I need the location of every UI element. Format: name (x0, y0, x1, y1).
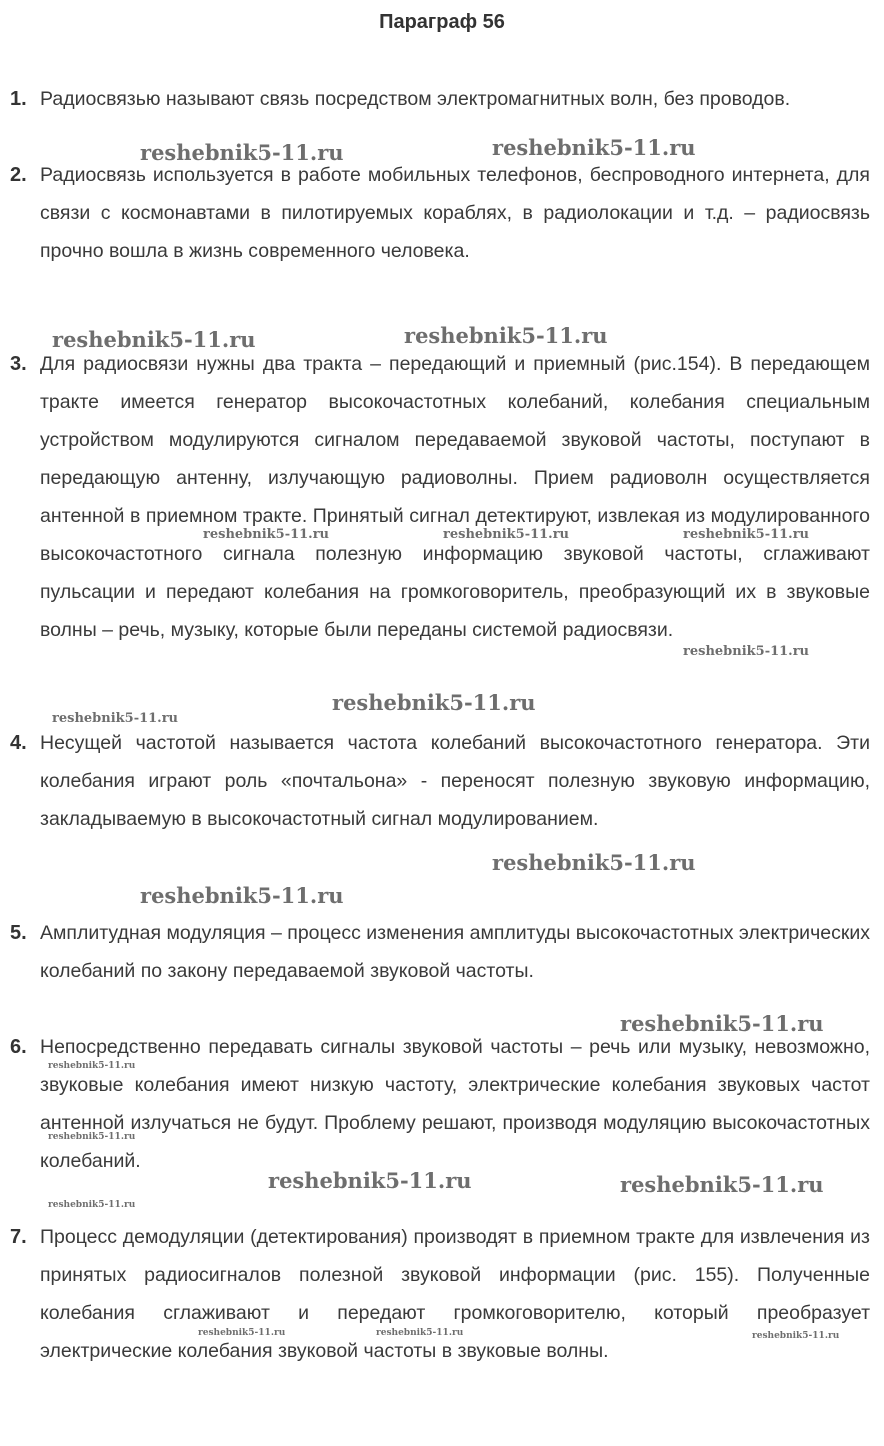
item-number: 2. (10, 164, 27, 186)
item-number: 7. (10, 1226, 27, 1248)
watermark: reshebnik5-11.ru (404, 323, 608, 348)
watermark: reshebnik5-11.ru (140, 140, 344, 165)
item-text: Непосредственно передавать сигналы звуковой частоты – речь или музыку, невозможно, звуковые колебания имеют низкую частоту, электрические колебания звуковых частот антенной излучаться не будут. Проблему решают, производя модуляцию высокочастотных колебаний. (40, 1036, 870, 1172)
item-text: Амплитудная модуляция – процесс изменения амплитуды высокочастотных электрических колебаний по закону передаваемой звуковой частоты. (40, 922, 870, 982)
item-text: Радиосвязь используется в работе мобильных телефонов, беспроводного интернета, для связи с космонавтами в пилотируемых кораблях, в радиолокации и т.д. – радиосвязь прочно вошла в жизнь современного человека. (40, 164, 870, 262)
item-text: Для радиосвязи нужны два тракта – передающий и приемный (рис.154). В передающем тракте имеется генератор высокочастотных колебаний, колебания специальным устройством модулируются сигналом передаваемой звуковой частоты, поступают в передающую антенну, излучающую радиоволны. Прием радиоволн осуществляется антенной в приемном тракте. Принятый сигнал детектируют, извлекая из модулированного высокочастотного сигнала полезную информацию звуковой частоты, сглаживают пульсации и передают колебания на громкоговоритель, преобразующий их в звуковые волны – речь, музыку, которые были переданы системой радиосвязи. (40, 353, 870, 641)
item-number: 6. (10, 1036, 27, 1058)
watermark: reshebnik5-11.ru (683, 644, 810, 659)
watermark: reshebnik5-11.ru (52, 711, 179, 726)
list-item (10, 1028, 870, 1180)
watermark: reshebnik5-11.ru (332, 690, 536, 715)
watermark: reshebnik5-11.ru (620, 1011, 824, 1036)
watermark: reshebnik5-11.ru (752, 1331, 840, 1341)
watermark: reshebnik5-11.ru (52, 327, 256, 352)
list-item (10, 156, 870, 270)
watermark: reshebnik5-11.ru (48, 1061, 136, 1071)
list-item (10, 914, 870, 990)
watermark: reshebnik5-11.ru (140, 883, 344, 908)
watermark: reshebnik5-11.ru (48, 1132, 136, 1142)
item-number: 1. (10, 88, 27, 110)
watermark: reshebnik5-11.ru (198, 1328, 286, 1338)
watermark: reshebnik5-11.ru (376, 1328, 464, 1338)
watermark: reshebnik5-11.ru (620, 1172, 824, 1197)
page-title: Параграф 56 (379, 11, 505, 33)
watermark: reshebnik5-11.ru (48, 1200, 136, 1210)
item-text: Радиосвязью называют связь посредством электромагнитных волн, без проводов. (40, 88, 791, 110)
list-item (10, 1218, 870, 1370)
list-item (10, 80, 870, 118)
item-number: 3. (10, 353, 27, 375)
item-text: Несущей частотой называется частота колебаний высокочастотного генератора. Эти колебания играют роль «почтальона» - переносят полезную звуковую информацию, закладываемую в высокочастотный сигнал модулированием. (40, 732, 870, 830)
item-number: 4. (10, 732, 27, 754)
watermark: reshebnik5-11.ru (492, 850, 696, 875)
watermark: reshebnik5-11.ru (203, 527, 330, 542)
watermark: reshebnik5-11.ru (268, 1168, 472, 1193)
item-number: 5. (10, 922, 27, 944)
item-text: Процесс демодуляции (детектирования) производят в приемном тракте для извлечения из принятых радиосигналов полезной звуковой информации (рис. 155). Полученные колебания сглаживают и передают громкоговорителю, который преобразует электрические колебания звуковой частоты в звуковые волны. (40, 1226, 870, 1362)
list-item (10, 724, 870, 838)
watermark: reshebnik5-11.ru (683, 527, 810, 542)
watermark: reshebnik5-11.ru (492, 135, 696, 160)
watermark: reshebnik5-11.ru (443, 527, 570, 542)
list-item (10, 345, 870, 649)
